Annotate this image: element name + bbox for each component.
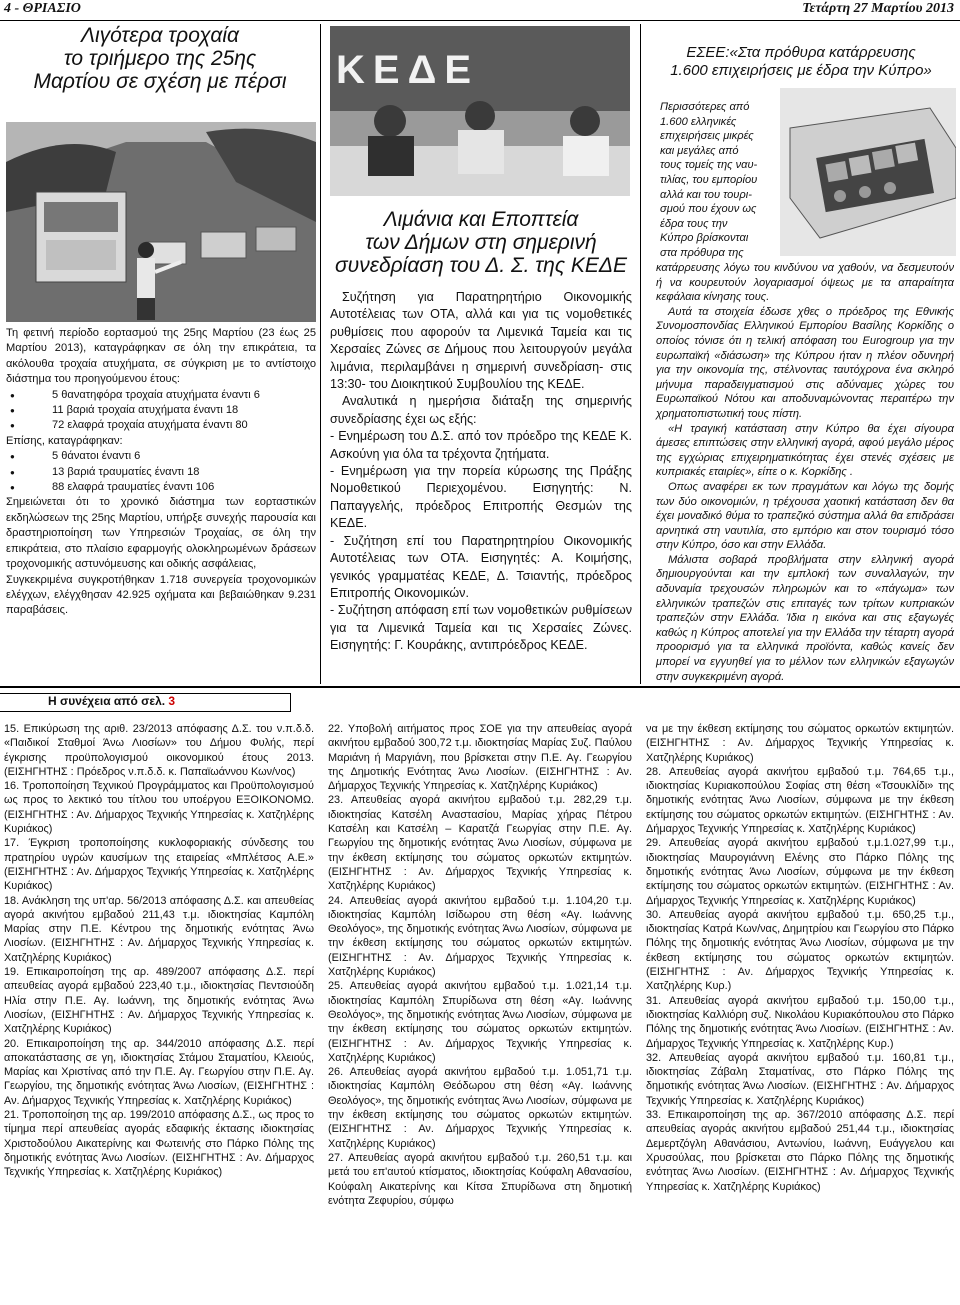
article1-photo-traffic-police [6, 122, 316, 322]
article3-photo-cash-register [780, 88, 956, 256]
column-divider [640, 24, 641, 684]
kede-sign: ΚΕΔΕ [336, 48, 479, 92]
list-item: 15. Επικύρωση της αριθ. 23/2013 απόφασης Δ.Σ. του ν.π.δ.δ. «Παιδικοί Σταθμοί Άνω Λιοσίων» του Δήμου Φυλής, περί έγκρισης προϋπολογισμού οικονομικού έτους 2013. (ΕΙΣΗΓΗΤΗΣ : Πρόεδρος ν.π.δ.δ. κ. Παπαϊωάννου Κων/νος) [4, 723, 314, 778]
list-item: 31. Απευθείας αγορά ακινήτου εμβαδού τ.μ. 150,00 τ.μ., ιδιοκτησίας Καλλιόρη συζ. Νικολάου Κυριακόπουλου στο Πάρκο Πόλης της δημοτικής ενότητας Άνω Λιοσίων. (ΕΙΣΗΓΗΤΗΣ : Αν. Δήμαρχος Τεχνικής Υπηρεσίας κ. Χατζηλέρης Κυρ.) [646, 994, 954, 1050]
agenda-column-1 [4, 722, 314, 1180]
article2-photo-kede-meeting [330, 26, 630, 196]
list-item: 22. Υποβολή αιτήματος προς ΣΟΕ για την απευθείας αγορά ακινήτου εμβαδού 300,72 τ.μ. ιδιοκτησίας Μαρίας Συζ. Παύλου Μαριάνη ή Μαργιάνη, που βρίσκεται στην Π.Ε. Αγ. Γεωργίου της Δημοτικής Ενότητας Άνω Λιοσίων. (ΕΙΣΗΓΗΤΗΣ : Αν. Δήμαρχος Τεχνικής Υπηρεσίας κ. Χατζηλέρης Κυριάκος) [328, 723, 632, 793]
list-item: 25. Απευθείας αγορά ακινήτου εμβαδού τ.μ. 1.021,14 τ.μ. ιδιοκτησίας Καμπόλη Σπυρίδωνα στη θέση «Αγ. Ιωάννης Θεολόγος», της δημοτικής ενότητας Άνω Λιοσίων, σύμφωνα με την έκθεση εκτίμησης του σώματος ορκωτών εκτιμητών. (ΕΙΣΗΓΗΤΗΣ : Αν. Δήμαρχος Τεχνικής Υπηρεσίας κ. Χατζηλέρης Κυριάκος) [328, 980, 632, 1064]
list-item: 30. Απευθείας αγορά ακινήτου εμβαδού τ.μ. 650,25 τ.μ., ιδιοκτησίας Κατρά Κων/νας, Δημητρίου και Γεωργίου στο Πάρκο Πόλης της δημοτικής ενότητας Άνω Λιοσίων, σύμφωνα με την έκθεση εκτίμησης του σώματος ορκωτών εκτιμητών. (ΕΙΣΗΓΗΤΗΣ : Αν. Δήμαρχος Τεχνικής Υπηρεσίας κ. Χατζηλέρης Κυρ.) [646, 908, 954, 993]
list-item: 32. Απευθείας αγορά ακινήτου εμβαδού τ.μ. 160,81 τ.μ., ιδιοκτησίας Ζάβαλη Σταματίνας, στο Πάρκο Πόλης της δημοτικής ενότητας Άνω Λιοσίων. (ΕΙΣΗΓΗΤΗΣ : Αν. Δήμαρχος Τεχνικής Υπηρεσίας κ. Χατζηλέρης Κυριάκος) [646, 1051, 954, 1107]
list-item: 21. Τροποποίηση της αρ. 199/2010 απόφασης Δ.Σ., ως προς το τίμημα περί απευθείας αγοράς εδαφικής έκτασης ιδιοκτησίας Χριστοδούλου Αικατερίνης και Φωτεινής στο Πάρκο Πόλης της δημοτικής ενότητας Άνω Λιοσίων. (ΕΙΣΗΓΗΤΗΣ : Αν. Δήμαρχος Τεχνικής Υπηρεσίας κ. Χατζηλέρης Κυριάκος) [4, 1109, 314, 1179]
article2-title: Λιμάνια και Εποπτεία των Δήμων στη σημερινή συνεδρίαση του Δ. Σ. της ΚΕΔΕ [335, 208, 627, 277]
list-item: να με την έκθεση εκτίμησης του σώματος ορκωτών εκτιμητών. (ΕΙΣΗΓΗΤΗΣ : Αν. Δήμαρχος Τεχνικής Υπηρεσίας κ. Χατζηλέρης Κυριάκος) [646, 723, 954, 764]
article1-body: Τη φετινή περίοδο εορτασμού της 25ης Μαρτίου (23 έως 25 Μαρτίου 2013), καταγράφηκαν σε όλη την επικράτεια, τα ακόλουθα τροχαία ατυχήματα, σε σύγκριση με το αντίστοιχο διάστημα του προηγούμενου έτους: ● 5 θανατηφόρα τροχαία ατυχήματα έναντι 6 ● 11 βαριά τροχαία ατυχήματα έναντι 18 ● 72 ελαφρά τροχαία ατυχήματα έναντι 80 Επίσης, καταγράφηκαν: ● 5 θάνατοι έναντι 6 ● 13 βαριά τραυματίες έναντι 18 ● 88 ελαφρά τραυματίες έναντι 106 Σημειώνεται ότι το χρονικό διάστημα των εορταστικών εκδηλώσεων της 25ης Μαρτίου, υπήρξε συνεχής παρουσία και δραστηριοποίηση των Υπηρεσιών Τροχαίας, σε όλη την επικράτεια, στο πλαίσιο εφαρμογής ολοκληρωμένων δράσεων τροχονομικής αστυνόμευσης και οδικής ασφάλειας, Συγκεκριμένα συγκροτήθηκαν 1.718 συνεργεία τροχονομικών ελέγχων, ελέγχθησαν 42.925 οχήματα και βεβαιώθηκαν 9.231 παραβάσεις. [6, 326, 316, 619]
list-item: 28. Απευθείας αγορά ακινήτου εμβαδού τ.μ. 764,65 τ.μ., ιδιοκτησίας Κυριακοπούλου Σοφίας στη θέση «Τσουκλίδι» της δημοτικής ενότητας Άνω Λιοσίων, σύμφωνα με την έκθεση εκτίμησης του σώματος ορκωτών εκτιμητών. (ΕΙΣΗΓΗΤΗΣ : Αν. Δήμαρχος Τεχνικής Υπηρεσίας κ. Χατζηλέρης Κυριάκος) [646, 765, 954, 836]
list-item: 20. Επικαιροποίηση της αρ. 344/2010 απόφασης Δ.Σ. περί αποκατάστασης σε γη, ιδιοκτησίας Στάμου Σταματίου, Κλειούς, Μαρίας και Χριστίνας από την Π.Ε. Αγ. Γεωργίου στην Π.Ε. Αγ. Γεωργίου, της δημοτικής ενότητας Άνω Λιοσίων, (ΕΙΣΗΓΗΤΗΣ : Αν. Δήμαρχος Τεχνικής Υπηρεσίας κ. Χατζηλέρης Κυριάκος) [4, 1037, 314, 1107]
list-item: 29. Απευθείας αγορά ακινήτου εμβαδού τ.μ.1.027,99 τ.μ., ιδιοκτησίας Μαυρογιάννη Ελένης στο Πάρκο Πόλης της δημοτικής ενότητας Άνω Λιοσίων, σύμφωνα με την έκθεση εκτίμησης του σώματος ορκωτών εκτιμητών. (ΕΙΣΗΓΗΤΗΣ : Αν. Δήμαρχος Τεχνικής Υπηρεσίας κ. Χατζηλέρης Κυριάκος) [646, 837, 954, 907]
article1-title: Λιγότερα τροχαία το τριήμερο της 25ης Μαρτίου σε σχέση με πέρσι [33, 24, 287, 93]
list-item: 17. Έγκριση τροποποίησης κυκλοφοριακής σύνδεσης του πρατηρίου υγρών καυσίμων της εταιρείας «Μπλέτσος Α.Ε.» (ΕΙΣΗΓΗΤΗΣ : Αν. Δήμαρχος Τεχνικής Υπηρεσίας κ. Χατζηλέρης Κυριάκος) [4, 837, 314, 893]
section-divider [0, 686, 960, 688]
list-item: 26. Απευθείας αγορά ακινήτου εμβαδού τ.μ. 1.051,71 τ.μ. ιδιοκτησίας Καμπόλη Θεόδωρου στη θέση «Αγ. Ιωάννης Θεολόγος», της δημοτικής ενότητας Άνω Λιοσίων, σύμφωνα με την έκθεση εκτίμησης του σώματος ορκωτών εκτιμητών. (ΕΙΣΗΓΗΤΗΣ : Αν. Δήμαρχος Τεχνικής Υπηρεσίας κ. Χατζηλέρης Κυριάκος) [328, 1066, 632, 1150]
article3-title: ΕΣΕΕ:«Στα πρόθυρα κατάρρευσης 1.600 επιχειρήσεις με έδρα την Κύπρο» [670, 44, 932, 79]
agenda-column-3 [646, 722, 954, 1194]
article2-body: Συζήτηση για Παρατηρητήριο Οικονομικής Αυτοτέλειας των ΟΤΑ, αλλά και για τις νομοθετικές ρυθμίσεις που αφορούν τα Λιμενικά Ταμεία και τις Χερσαίες Ζώνες σε Δήμους που λειτουργούν μεγάλα λιμάνια, περιλαμβάνει η σημερινή συνεδρίαση- στις 13:30- του Διοικητικού Συμβουλίου της ΚΕΔΕ. Αναλυτικά η ημερήσια διάταξη της σημερινής συνεδρίασης έχει ως εξής: - Ενημέρωση του Δ.Σ. από τον πρόεδρο της ΚΕΔΕ Κ. Ασκούνη για όλα τα τρέχοντα ζητήματα. - Ενημέρωση για την πορεία κύρωσης της Πράξης Νομοθετικού Περιεχομένου. Εισηγητής: Ν. Παπαγγελής, πρόεδρος Επιτροπής Θεσμών της ΚΕΔΕ. - Συζήτηση επί του Παρατηρητηρίου Οικονομικής Αυτοτέλειας των ΟΤΑ. Εισηγητές: Α. Κοιμήσης, γενικός γραμματέας ΚΕΔΕ, Δ. Τσιαντής, πρόεδρος Επιτροπής Οικονομικών. - Συζήτηση απόφαση επί των νομοθετικών ρυθμίσεων για τα Λιμενικά Ταμεία και τις Χερσαίες Ζώνες. Εισηγητής: Γ. Κουράκης, αντιπρόεδρος ΚΕΔΕ. [330, 290, 632, 653]
article3-wrap-text: Περισσότερες από 1.600 ελληνικές επιχειρήσεις μικρές και μεγάλες από τους τομείς της ναυ- τιλίας, του εμπορίου αλλά και του τουρι- σμού που έχουν ως έδρα τους την Κύπρο βρίσκονται στα πρόθυρα της [660, 101, 758, 259]
list-item: 16. Τροποποίηση Τεχνικού Προγράμματος και Προϋπολογισμού ως προς το λεκτικό του τίτλου του υποέργου ΕΞΟΙΚΟΝΟΜΩ. (ΕΙΣΗΓΗΤΗΣ : Αν. Δήμαρχος Τεχνικής Υπηρεσίας κ. Χατζηλέρης Κυριάκος) [4, 780, 314, 836]
list-item: 27. Απευθείας αγορά ακινήτου εμβαδού τ.μ. 260,51 τ.μ. και μετά του επ'αυτού κτίσματος, ιδιοκτησίας Κούφαλη Αθανασίου, Κούφαλη Αικατερίνης και Κίτσα Σπυρίδωνα στη δημοτική ενότητα Ζεφυρίου, σύμφω [328, 1151, 632, 1207]
list-item: 24. Απευθείας αγορά ακινήτου εμβαδού τ.μ. 1.104,20 τ.μ. ιδιοκτησίας Καμπόλη Ισίδωρου στη θέση «Αγ. Ιωάννης Θεολόγος», της δημοτικής ενότητας Άνω Λιοσίων, σύμφωνα με την έκθεση εκτίμησης του σώματος ορκωτών εκτιμητών. (ΕΙΣΗΓΗΤΗΣ : Αν. Δήμαρχος Τεχνικής Υπηρεσίας κ. Χατζηλέρης Κυριάκος) [328, 894, 632, 979]
continuation-label: Η συνέχεια από σελ. 3 [48, 694, 176, 708]
list-item: 33. Επικαιροποίηση της αρ. 367/2010 απόφασης Δ.Σ. περί απευθείας αγοράς ακινήτου εμβαδού 251,44 τ.μ., ιδιοκτησίας Δεμερτζόγλη Αθανάσιου, Αντωνίου, Ιωάννη, Ευάγγελου και Χρυσούλας, που βρίσκεται στο Πάρκο Πόλης της δημοτικής ενότητας Άνω Λιοσίων. (ΕΙΣΗΓΗΤΗΣ : Αν. Δήμαρχος Τεχνικής Υπηρεσίας κ. Χατζηλέρης Κυριάκος) [646, 1109, 954, 1193]
list-item: 23. Απευθείας αγορά ακινήτου εμβαδού τ.μ. 282,29 τ.μ. ιδιοκτησίας Κατσέλη Αναστασίου, Μαρίας χήρας Πέτρου Κατσέλη και Κατσέλη – Καρατζά Γεωργίας στην Π.Ε. Αγ. Γεωργίου της δημοτικής ενότητας Άνω Λιοσίων, σύμφωνα με την έκθεση εκτίμησης του σώματος ορκωτών εκτιμητών. (ΕΙΣΗΓΗΤΗΣ : Αν. Δήμαρχος Τεχνικής Υπηρεσίας κ. Χατζηλέρης Κυριάκος) [328, 794, 632, 893]
article3-body: κατάρρευσης λόγω του κινδύνου να χαθούν, να δεσμευτούν ή να κουρευτούν λογαριασμοί όψεως με τα απαραίτητα κεφάλαια κίνησης τους. Αυτά τα στοιχεία έδωσε χθες ο πρόεδρος της Εθνικής Συνομοσπονδίας Ελληνικού Εμπορίου Βασίλης Κορκίδης ο οποίος τόνισε ότι η τελική απόφαση του Eurogroup για την ευρωπαϊκή «διάσωση» της Κύπρου ήταν η πλέον οδυνηρή για την οικονομία της, στέλνοντας ταυτόχρονα ένα σκληρό μήνυμα παραδειγματισμού στις αδύναμες χώρες του Ευρωπαϊκού Νότου και αποδυναμώνοντας περαιτέρω την χρηματοπιστωτική τους πίστη. «Η τραγική κατάσταση στην Κύπρο θα έχει σίγουρα άμεσες επιπτώσεις στην ελληνική αγορά, αφού μεγάλο μέρος της εγχώριας επιχειρηματικότητας έχει στενές σχέσεις με κυπριακές εταιρίες», είπε ο κ. Κορκίδης . Οπως αναφέρει εκ των πραγμάτων και λόγω της δομής των δύο οικονομιών, η τρέχουσα χαοτική κατάσταση δεν θα έχει μοναδικό θύμα το τραπεζικό σύστημα αλλά θα επιδράσει αρνητικά στη ναυτιλία, στο εμπόριο και στον τουρισμό τόσο στην Κύπρο, όσο και στην Ελλάδα. Μάλιστα σοβαρά προβλήματα στην ελληνική αγορά δημιουργούνται και την εμπλοκή των συναλλαγών, την αδυναμία τρεχουσών πληρωμών και το «πάγωμα» των ελληνικών τραπεζών στις επιταγές των τρίτων κυπριακών τραπεζών στην Ελλάδα. Ίδια η εικόνα και στις εξαγωγές καθώς η Κύπρος αποτελεί για την Ελλάδα την τέταρτη αγορά προορισμό για τα ελληνικά προϊόντα, καθώς κανείς δεν μπορεί να εγγυηθεί για το μέλλον των ελληνικών εξαγωγών στην συγκεκριμένη αγορά. [656, 262, 954, 683]
issue-date: Τετάρτη 27 Μαρτίου 2013 [802, 1, 954, 16]
list-item: 18. Ανάκληση της υπ'αρ. 56/2013 απόφασης Δ.Σ. και απευθείας αγορά ακινήτου εμβαδού 211,43 τ.μ. ιδιοκτησίας Καμπόλη Μαρίας στην Π.Ε. Κέντρου της δημοτικής ενότητας Άνω Λιοσίων. (ΕΙΣΗΓΗΤΗΣ : Αν. Δήμαρχος Τεχνικής Υπηρεσίας κ. Χατζηλέρης Κυριάκος) [4, 894, 314, 964]
list-item: 19. Επικαιροποίηση της αρ. 489/2007 απόφασης Δ.Σ. περί απευθείας αγορά εμβαδού 223,40 τ.μ., ιδιοκτησίας Πεντσιούδη Ηλία στην Π.Ε. Αγ. Ιωάννη, της δημοτικής ενότητας Άνω Λιοσίων, (ΕΙΣΗΓΗΤΗΣ : Αν. Δήμαρχος Τεχνικής Υπηρεσίας κ. Χατζηλέρης Κυριάκος) [4, 966, 314, 1036]
page-number-section: 4 - ΘΡΙΑΣΙΟ [4, 1, 81, 16]
column-divider [320, 24, 321, 684]
agenda-column-2 [328, 722, 632, 1208]
